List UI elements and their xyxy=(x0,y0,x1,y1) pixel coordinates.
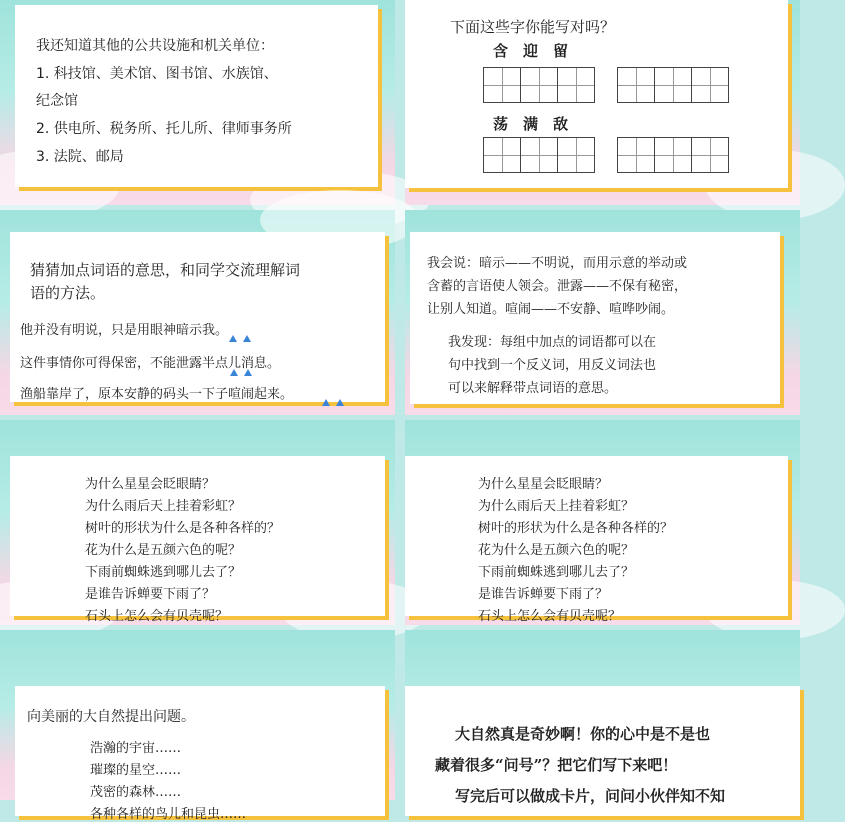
find-line: 句中找到一个反义词，用反义词法也 xyxy=(448,358,657,373)
writing-grid[interactable] xyxy=(617,137,729,173)
slide-7 xyxy=(0,630,395,822)
example-sentence-3: 渔船靠岸了，原本安静的码头一下子喧闹起来。 xyxy=(20,387,294,402)
question-item: 下雨前蜘蛛逃到哪儿去了？ xyxy=(478,565,635,580)
writing-grid[interactable] xyxy=(483,67,595,103)
intro-text: 我还知道其他的公共设施和机关单位： xyxy=(36,38,274,54)
prompt-line: 语的方法。 xyxy=(30,284,106,302)
topic-item: 浩瀚的宇宙…… xyxy=(90,741,182,756)
slide-3 xyxy=(0,210,395,415)
slide-card xyxy=(15,5,378,187)
question-item: 树叶的形状为什么是各种各样的？ xyxy=(478,521,674,536)
question-item: 石头上怎么会有贝壳呢？ xyxy=(85,609,229,624)
dot-marker xyxy=(322,399,330,406)
example-sentence-2: 这件事情你可得保密，不能泄露半点儿消息。 xyxy=(20,356,281,371)
slide-5 xyxy=(0,420,395,625)
slide-card xyxy=(10,232,385,402)
slide-card xyxy=(405,456,788,624)
closing-line: 大自然真是奇妙啊！你的心中是不是也 xyxy=(455,725,711,743)
slide-card xyxy=(10,456,385,624)
question-item: 石头上怎么会有贝壳呢？ xyxy=(478,609,622,624)
characters-row-1: 含 迎 留 xyxy=(493,42,569,60)
question-item: 花为什么是五颜六色的呢？ xyxy=(85,543,242,558)
say-line: 让别人知道。喧闹——不安静、喧哗吵闹。 xyxy=(427,302,675,317)
question-item: 为什么星星会眨眼睛？ xyxy=(85,477,216,492)
prompt-title: 向美丽的大自然提出问题。 xyxy=(27,709,195,725)
closing-line: 藏着很多“问号”？把它们写下来吧！ xyxy=(435,756,678,774)
closing-line: 写完后可以做成卡片，问问小伙伴知不知 xyxy=(455,787,726,805)
dot-marker xyxy=(243,335,251,342)
list-item: 3. 法院、邮局 xyxy=(36,149,124,165)
question-item: 树叶的形状为什么是各种各样的？ xyxy=(85,521,281,536)
writing-grid[interactable] xyxy=(483,137,595,173)
find-line: 可以来解释带点词语的意思。 xyxy=(448,381,618,396)
dotted-word: 泄露 xyxy=(176,356,203,371)
slide-1 xyxy=(0,0,395,205)
dot-marker xyxy=(336,399,344,406)
say-line: 含蓄的言语使人领会。泄露——不保有秘密， xyxy=(427,279,688,294)
question-item: 是谁告诉蝉要下雨了？ xyxy=(478,587,609,602)
slide-card xyxy=(405,686,800,816)
characters-row-2: 荡 满 敌 xyxy=(493,115,569,133)
question-item: 花为什么是五颜六色的呢？ xyxy=(478,543,635,558)
dotted-word: 暗示 xyxy=(176,323,203,338)
slide-4 xyxy=(405,210,800,415)
list-item: 纪念馆 xyxy=(36,93,78,109)
question-text: 下面这些字你能写对吗？ xyxy=(450,18,616,36)
dot-marker xyxy=(229,335,237,342)
slide-2 xyxy=(405,0,800,205)
question-item: 下雨前蜘蛛逃到哪儿去了？ xyxy=(85,565,242,580)
dot-marker xyxy=(230,369,238,376)
slide-8 xyxy=(405,630,800,805)
slide-card xyxy=(410,232,780,404)
question-item: 为什么星星会眨眼睛？ xyxy=(478,477,609,492)
list-item: 2. 供电所、税务所、托儿所、律师事务所 xyxy=(36,121,292,137)
slide-6 xyxy=(405,420,800,625)
dotted-word: 喧闹 xyxy=(228,387,255,402)
writing-grid[interactable] xyxy=(617,67,729,103)
example-sentence-1: 他并没有明说，只是用眼神暗示我。 xyxy=(20,323,229,338)
slide-card xyxy=(15,686,385,822)
topic-item: 茂密的森林…… xyxy=(90,785,182,800)
slide-card xyxy=(405,0,788,188)
question-item: 为什么雨后天上挂着彩虹？ xyxy=(478,499,635,514)
list-item: 1. 科技馆、美术馆、图书馆、水族馆、 xyxy=(36,66,278,82)
topic-item: 璀璨的星空…… xyxy=(90,763,182,778)
question-item: 为什么雨后天上挂着彩虹？ xyxy=(85,499,242,514)
dot-marker xyxy=(244,369,252,376)
say-line: 我会说：暗示——不明说，而用示意的举动或 xyxy=(427,256,688,271)
topic-item: 各种各样的鸟儿和昆虫…… xyxy=(90,807,247,822)
question-item: 是谁告诉蝉要下雨了？ xyxy=(85,587,216,602)
prompt-line: 猜猜加点词语的意思，和同学交流理解词 xyxy=(30,261,301,279)
find-line: 我发现：每组中加点的词语都可以在 xyxy=(448,335,657,350)
